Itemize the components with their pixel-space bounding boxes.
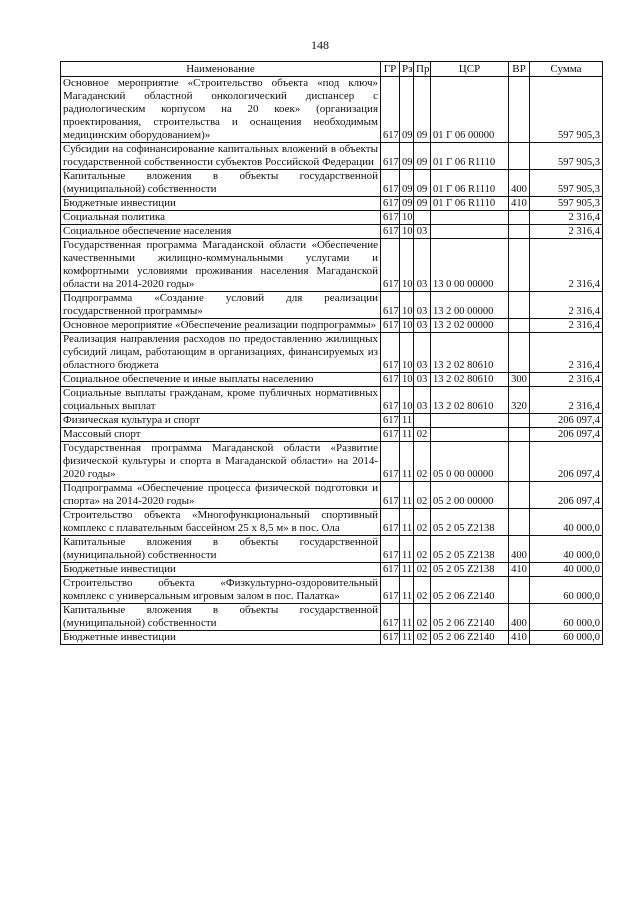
cell-gr: 617 (381, 414, 400, 428)
cell-gr: 617 (381, 442, 400, 482)
cell-csr (431, 414, 509, 428)
cell-csr: 13 2 02 80610 (431, 373, 509, 387)
cell-sum: 40 000,0 (530, 536, 603, 563)
cell-pr: 09 (414, 197, 431, 211)
cell-rz: 10 (400, 211, 414, 225)
table-row (61, 387, 603, 414)
cell-pr: 02 (414, 577, 431, 604)
cell-vr (509, 442, 530, 482)
cell-sum: 40 000,0 (530, 509, 603, 536)
cell-pr (414, 211, 431, 225)
cell-gr: 617 (381, 536, 400, 563)
cell-vr: 400 (509, 536, 530, 563)
header-rz: Рз (400, 62, 414, 77)
cell-pr: 09 (414, 77, 431, 143)
header-vr: ВР (509, 62, 530, 77)
cell-pr: 02 (414, 482, 431, 509)
cell-rz: 10 (400, 333, 414, 373)
table-row (61, 373, 603, 387)
cell-csr: 01 Г 06 00000 (431, 77, 509, 143)
cell-rz: 09 (400, 170, 414, 197)
cell-name: Основное мероприятие «Строительство объекта «под ключ» Магаданский областной онкологический диспансер с радиологическим корпусом на 20 коек» (организация проектирования, строительства и оснащения необходимым медицинским оборудованием)» (61, 77, 381, 143)
cell-sum: 597 905,3 (530, 170, 603, 197)
cell-rz: 10 (400, 373, 414, 387)
cell-name: Бюджетные инвестиции (61, 563, 381, 577)
header-gr: ГР (381, 62, 400, 77)
cell-csr: 01 Г 06 R1110 (431, 143, 509, 170)
cell-rz: 11 (400, 536, 414, 563)
cell-csr: 05 0 00 00000 (431, 442, 509, 482)
page-number: 148 (311, 38, 329, 52)
cell-vr (509, 143, 530, 170)
header-sum: Сумма (530, 62, 603, 77)
cell-pr: 03 (414, 333, 431, 373)
budget-table (60, 61, 603, 645)
table-row (61, 225, 603, 239)
cell-rz: 11 (400, 577, 414, 604)
cell-name: Реализация направления расходов по предоставлению жилищных субсидий лицам, работающим в организациях, финансируемых из областного бюджета (61, 333, 381, 373)
cell-gr: 617 (381, 631, 400, 645)
cell-sum: 2 316,4 (530, 211, 603, 225)
cell-sum: 597 905,3 (530, 143, 603, 170)
cell-csr (431, 225, 509, 239)
cell-rz: 10 (400, 387, 414, 414)
cell-gr: 617 (381, 509, 400, 536)
cell-name: Подпрограмма «Обеспечение процесса физической подготовки и спорта» на 2014-2020 годы» (61, 482, 381, 509)
cell-gr: 617 (381, 563, 400, 577)
cell-csr: 05 2 00 00000 (431, 482, 509, 509)
cell-name: Государственная программа Магаданской области «Обеспечение качественными жилищно-коммунальными услугами и комфортными условиями проживания населения Магаданской области на 2014-2020 годы» (61, 239, 381, 292)
cell-csr: 13 0 00 00000 (431, 239, 509, 292)
cell-name: Социальное обеспечение и иные выплаты населению (61, 373, 381, 387)
table-row (61, 77, 603, 143)
cell-gr: 617 (381, 197, 400, 211)
cell-sum: 597 905,3 (530, 197, 603, 211)
cell-csr: 13 2 02 80610 (431, 387, 509, 414)
cell-rz: 11 (400, 428, 414, 442)
cell-sum: 2 316,4 (530, 373, 603, 387)
cell-pr: 03 (414, 225, 431, 239)
cell-gr: 617 (381, 239, 400, 292)
cell-rz: 11 (400, 604, 414, 631)
cell-csr: 05 2 05 Z2138 (431, 536, 509, 563)
cell-vr: 400 (509, 170, 530, 197)
cell-vr (509, 509, 530, 536)
cell-name: Бюджетные инвестиции (61, 631, 381, 645)
cell-csr: 13 2 02 00000 (431, 319, 509, 333)
cell-rz: 11 (400, 442, 414, 482)
cell-pr: 03 (414, 239, 431, 292)
cell-vr: 410 (509, 631, 530, 645)
cell-gr: 617 (381, 211, 400, 225)
table-row (61, 170, 603, 197)
cell-rz: 10 (400, 292, 414, 319)
cell-pr: 09 (414, 143, 431, 170)
cell-vr (509, 319, 530, 333)
cell-name: Строительство объекта «Физкультурно-оздоровительный комплекс с универсальным игровым залом в пос. Палатка» (61, 577, 381, 604)
cell-name: Физическая культура и спорт (61, 414, 381, 428)
cell-vr: 300 (509, 373, 530, 387)
cell-sum: 2 316,4 (530, 319, 603, 333)
table-row (61, 414, 603, 428)
cell-vr: 320 (509, 387, 530, 414)
cell-sum: 60 000,0 (530, 604, 603, 631)
table-row (61, 239, 603, 292)
cell-gr: 617 (381, 170, 400, 197)
cell-rz: 11 (400, 631, 414, 645)
cell-gr: 617 (381, 387, 400, 414)
cell-pr: 03 (414, 319, 431, 333)
cell-vr (509, 211, 530, 225)
cell-csr: 13 2 00 00000 (431, 292, 509, 319)
cell-pr: 02 (414, 536, 431, 563)
cell-sum: 2 316,4 (530, 239, 603, 292)
table-row (61, 604, 603, 631)
table-row (61, 197, 603, 211)
table-row (61, 292, 603, 319)
cell-vr (509, 77, 530, 143)
cell-vr (509, 414, 530, 428)
cell-csr: 01 Г 06 R1110 (431, 170, 509, 197)
cell-sum: 206 097,4 (530, 414, 603, 428)
header-csr: ЦСР (431, 62, 509, 77)
cell-vr: 410 (509, 197, 530, 211)
cell-name: Капитальные вложения в объекты государственной (муниципальной) собственности (61, 170, 381, 197)
cell-pr: 03 (414, 292, 431, 319)
cell-gr: 617 (381, 333, 400, 373)
cell-pr: 02 (414, 442, 431, 482)
cell-name: Капитальные вложения в объекты государственной (муниципальной) собственности (61, 536, 381, 563)
table-row (61, 442, 603, 482)
table-row (61, 631, 603, 645)
cell-name: Массовый спорт (61, 428, 381, 442)
cell-rz: 11 (400, 563, 414, 577)
cell-rz: 09 (400, 77, 414, 143)
cell-name: Социальные выплаты гражданам, кроме публичных нормативных социальных выплат (61, 387, 381, 414)
cell-gr: 617 (381, 143, 400, 170)
cell-sum: 206 097,4 (530, 482, 603, 509)
cell-pr: 02 (414, 509, 431, 536)
cell-name: Бюджетные инвестиции (61, 197, 381, 211)
cell-sum: 60 000,0 (530, 577, 603, 604)
table-row (61, 563, 603, 577)
cell-vr (509, 482, 530, 509)
table-row (61, 428, 603, 442)
cell-vr (509, 225, 530, 239)
cell-rz: 11 (400, 509, 414, 536)
cell-name: Капитальные вложения в объекты государственной (муниципальной) собственности (61, 604, 381, 631)
cell-name: Строительство объекта «Многофункциональный спортивный комплекс с плавательным бассейном 25 х 8,5 м» в пос. Ола (61, 509, 381, 536)
cell-sum: 60 000,0 (530, 631, 603, 645)
cell-name: Субсидии на софинансирование капитальных вложений в объекты государственной собственности субъектов Российской Федерации (61, 143, 381, 170)
cell-sum: 40 000,0 (530, 563, 603, 577)
cell-pr: 02 (414, 428, 431, 442)
cell-sum: 2 316,4 (530, 292, 603, 319)
cell-name: Социальная политика (61, 211, 381, 225)
table-row (61, 577, 603, 604)
cell-name: Подпрограмма «Создание условий для реализации государственной программы» (61, 292, 381, 319)
cell-gr: 617 (381, 577, 400, 604)
table-row (61, 333, 603, 373)
table-row (61, 482, 603, 509)
cell-gr: 617 (381, 77, 400, 143)
cell-vr: 410 (509, 563, 530, 577)
cell-rz: 10 (400, 239, 414, 292)
cell-rz: 10 (400, 225, 414, 239)
cell-csr: 05 2 05 Z2138 (431, 563, 509, 577)
cell-csr: 05 2 06 Z2140 (431, 604, 509, 631)
cell-csr: 13 2 02 80610 (431, 333, 509, 373)
cell-pr: 09 (414, 170, 431, 197)
table-row (61, 211, 603, 225)
cell-rz: 11 (400, 482, 414, 509)
cell-gr: 617 (381, 482, 400, 509)
cell-name: Государственная программа Магаданской области «Развитие физической культуры и спорта в Магаданской области» на 2014-2020 годы» (61, 442, 381, 482)
cell-pr (414, 414, 431, 428)
cell-sum: 597 905,3 (530, 77, 603, 143)
cell-gr: 617 (381, 428, 400, 442)
cell-vr: 400 (509, 604, 530, 631)
cell-pr: 02 (414, 631, 431, 645)
cell-csr (431, 211, 509, 225)
cell-csr: 01 Г 06 R1110 (431, 197, 509, 211)
cell-vr (509, 428, 530, 442)
table-row (61, 536, 603, 563)
cell-pr: 03 (414, 387, 431, 414)
cell-sum: 206 097,4 (530, 442, 603, 482)
cell-pr: 02 (414, 563, 431, 577)
cell-sum: 2 316,4 (530, 225, 603, 239)
cell-gr: 617 (381, 373, 400, 387)
cell-csr (431, 428, 509, 442)
cell-gr: 617 (381, 604, 400, 631)
cell-vr (509, 239, 530, 292)
cell-pr: 02 (414, 604, 431, 631)
table-row (61, 319, 603, 333)
header-pr: Пр (414, 62, 431, 77)
cell-rz: 09 (400, 143, 414, 170)
cell-vr (509, 292, 530, 319)
cell-rz: 09 (400, 197, 414, 211)
cell-gr: 617 (381, 292, 400, 319)
cell-csr: 05 2 06 Z2140 (431, 631, 509, 645)
header-name: Наименование (61, 62, 381, 77)
table-row (61, 509, 603, 536)
cell-rz: 10 (400, 319, 414, 333)
cell-vr (509, 333, 530, 373)
cell-gr: 617 (381, 225, 400, 239)
cell-rz: 11 (400, 414, 414, 428)
cell-vr (509, 577, 530, 604)
cell-sum: 2 316,4 (530, 333, 603, 373)
cell-gr: 617 (381, 319, 400, 333)
cell-csr: 05 2 05 Z2138 (431, 509, 509, 536)
cell-sum: 206 097,4 (530, 428, 603, 442)
table-header-row (61, 62, 603, 77)
cell-name: Социальное обеспечение населения (61, 225, 381, 239)
cell-pr: 03 (414, 373, 431, 387)
cell-name: Основное мероприятие «Обеспечение реализации подпрограммы» (61, 319, 381, 333)
table-row (61, 143, 603, 170)
cell-csr: 05 2 06 Z2140 (431, 577, 509, 604)
cell-sum: 2 316,4 (530, 387, 603, 414)
